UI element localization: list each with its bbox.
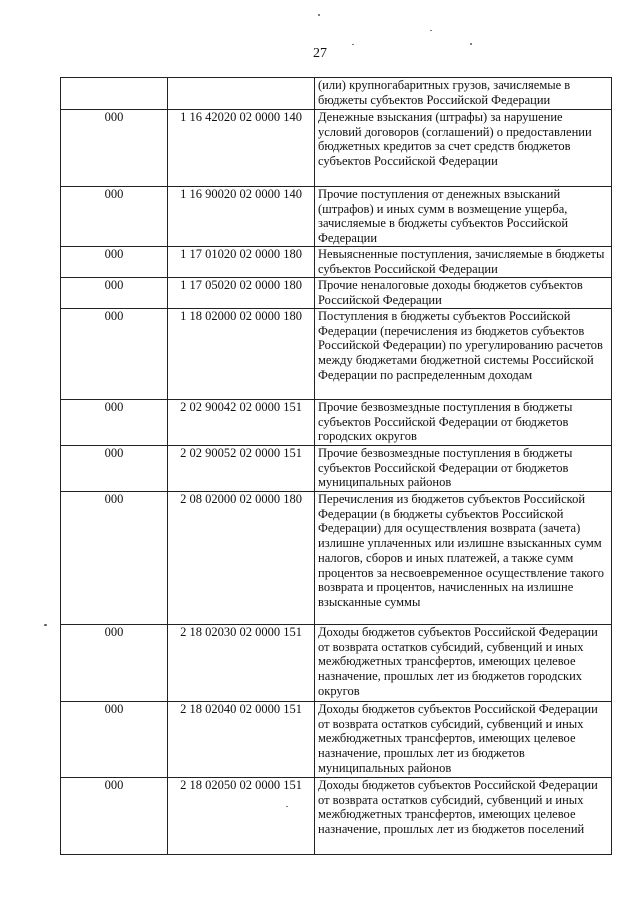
budget-code-cell [168,78,315,110]
description-cell: Перечисления из бюджетов субъектов Российской Федерации (в бюджеты субъектов Российской Федерации) для осуществления возврата (зачета) излишне уплаченных или излишне взысканных сумм налогов, сборов и иных платежей, а также сумм процентов за несвоевременное осуществление такого возврата и процентов, начисленных на излишне взысканные суммы [315,492,612,625]
budget-code-cell: 2 18 02030 02 0000 151 [168,625,315,702]
admin-code-cell: 000 [61,278,168,309]
admin-code-cell: 000 [61,247,168,278]
budget-code-cell: 1 18 02000 02 0000 180 [168,309,315,400]
budget-code-cell: 2 02 90052 02 0000 151 [168,446,315,492]
admin-code-cell: 000 [61,778,168,855]
table-row [61,702,612,778]
budget-code-cell: 2 18 02050 02 0000 151 [168,778,315,855]
revenue-codes-table [60,77,612,855]
admin-code-cell: 000 [61,400,168,446]
scan-speckle [430,30,432,31]
budget-code-cell: 1 16 42020 02 0000 140 [168,110,315,187]
budget-code-cell: 1 17 01020 02 0000 180 [168,247,315,278]
budget-code-cell: 1 16 90020 02 0000 140 [168,187,315,247]
admin-code-cell: 000 [61,446,168,492]
admin-code-cell: 000 [61,702,168,778]
table-row [61,78,612,110]
description-cell: Прочие безвозмездные поступления в бюджеты субъектов Российской Федерации от бюджетов муниципальных районов [315,446,612,492]
budget-code-cell: 2 18 02040 02 0000 151 [168,702,315,778]
scan-speckle [470,43,472,45]
scan-speckle [352,44,354,45]
scan-speckle [44,624,47,626]
description-cell: Доходы бюджетов субъектов Российской Федерации от возврата остатков субсидий, субвенций и иных межбюджетных трансфертов, имеющих целевое назначение, прошлых лет из бюджетов городских округов [315,625,612,702]
admin-code-cell: 000 [61,492,168,625]
admin-code-cell: 000 [61,625,168,702]
budget-code-cell: 2 02 90042 02 0000 151 [168,400,315,446]
page-number: 27 [313,46,327,61]
scan-speckle [286,806,288,807]
table-row [61,110,612,187]
table-row [61,446,612,492]
table-row [61,278,612,309]
description-cell: Прочие поступления от денежных взысканий (штрафов) и иных сумм в возмещение ущерба, зачисляемые в бюджеты субъектов Российской Федерации [315,187,612,247]
table-row [61,492,612,625]
table-row [61,400,612,446]
admin-code-cell: 000 [61,187,168,247]
table-row [61,187,612,247]
description-cell: Невыясненные поступления, зачисляемые в бюджеты субъектов Российской Федерации [315,247,612,278]
admin-code-cell [61,78,168,110]
description-cell: Доходы бюджетов субъектов Российской Федерации от возврата остатков субсидий, субвенций и иных межбюджетных трансфертов, имеющих целевое назначение, прошлых лет из бюджетов муниципальных районов [315,702,612,778]
scan-speckle [318,14,320,16]
budget-code-cell: 1 17 05020 02 0000 180 [168,278,315,309]
table-row [61,309,612,400]
table-row [61,778,612,855]
description-cell: Прочие безвозмездные поступления в бюджеты субъектов Российской Федерации от бюджетов городских округов [315,400,612,446]
description-cell: Доходы бюджетов субъектов Российской Федерации от возврата остатков субсидий, субвенций и иных межбюджетных трансфертов, имеющих целевое назначение, прошлых лет из бюджетов поселений [315,778,612,855]
description-cell: Прочие неналоговые доходы бюджетов субъектов Российской Федерации [315,278,612,309]
table-row [61,625,612,702]
table-row [61,247,612,278]
description-cell: Поступления в бюджеты субъектов Российской Федерации (перечисления из бюджетов субъектов Российской Федерации) по урегулированию расчетов между бюджетами бюджетной системы Российской Федерации по распределенным доходам [315,309,612,400]
admin-code-cell: 000 [61,309,168,400]
description-cell: Денежные взыскания (штрафы) за нарушение условий договоров (соглашений) о предоставлении бюджетных кредитов за счет средств бюджетов субъектов Российской Федерации [315,110,612,187]
admin-code-cell: 000 [61,110,168,187]
budget-code-cell: 2 08 02000 02 0000 180 [168,492,315,625]
description-cell: (или) крупногабаритных грузов, зачисляемые в бюджеты субъектов Российской Федерации [315,78,612,110]
